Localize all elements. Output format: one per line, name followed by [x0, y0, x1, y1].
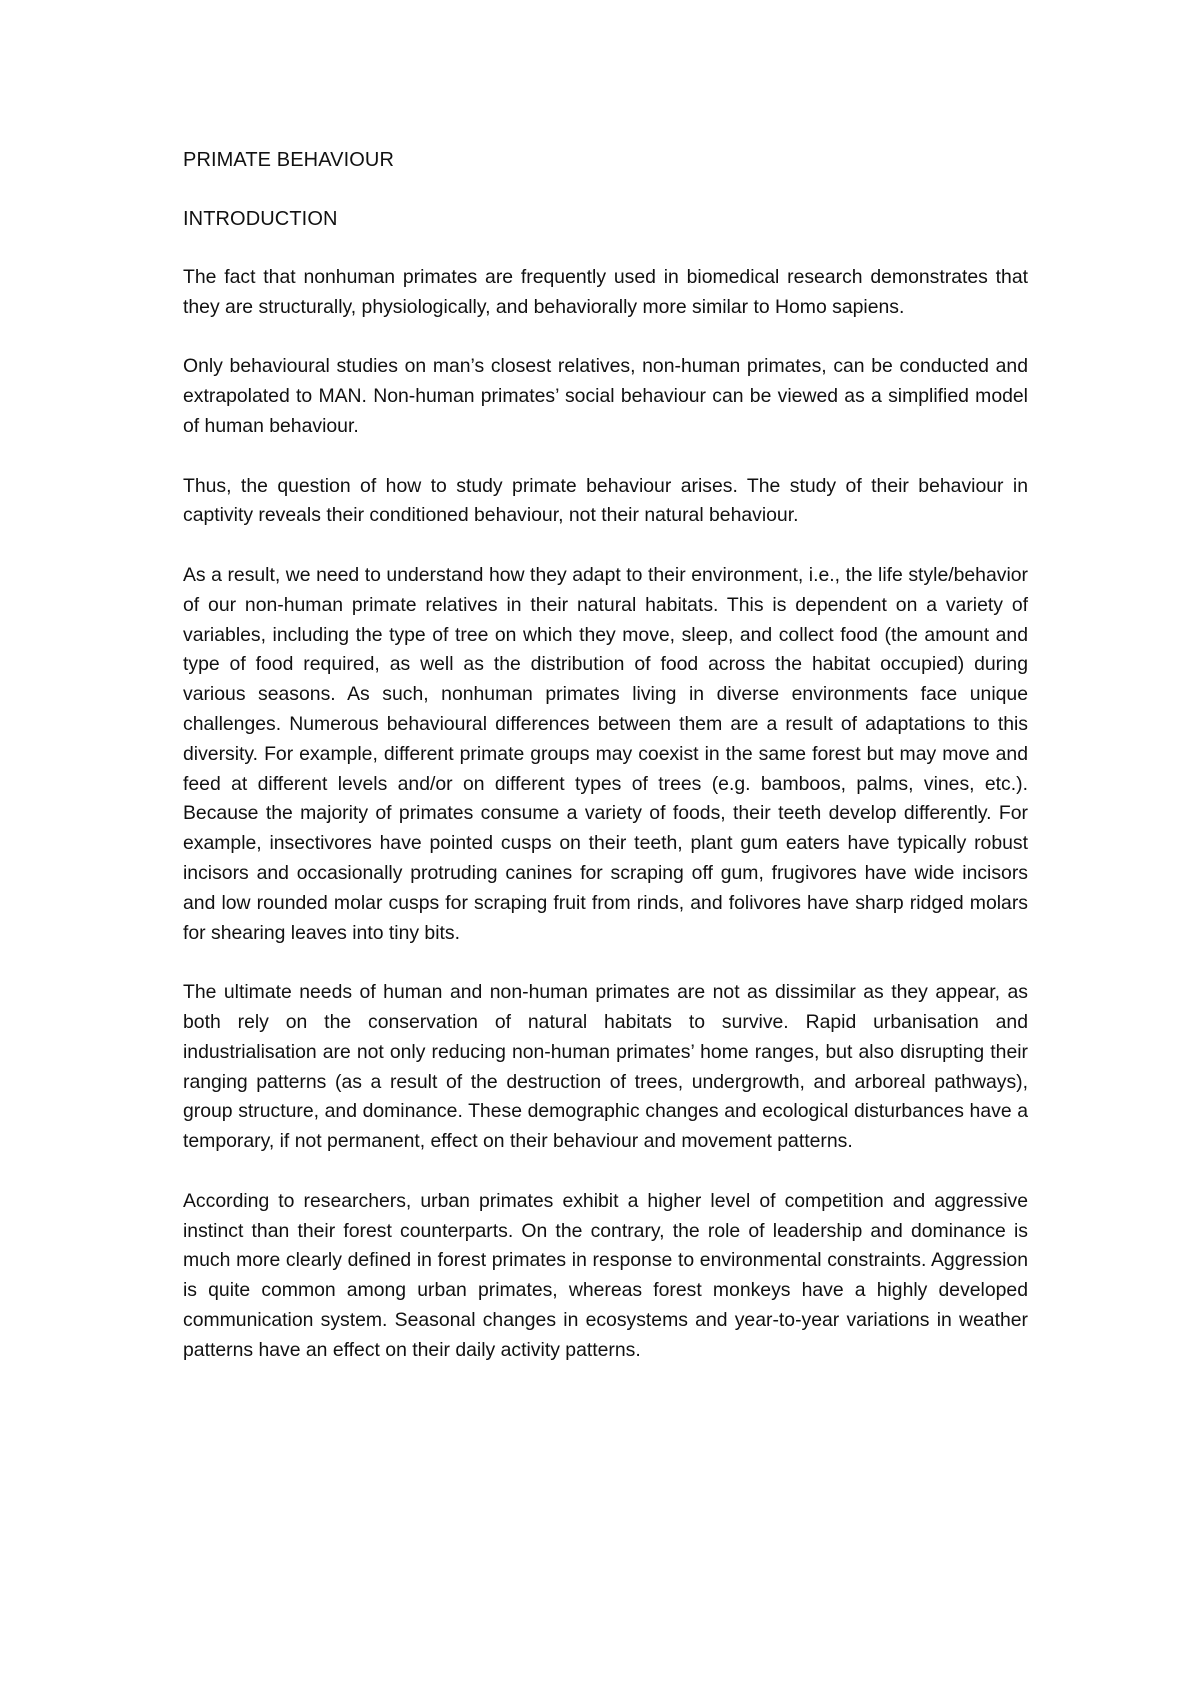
section-heading: INTRODUCTION: [183, 208, 338, 230]
paragraph: According to researchers, urban primates exhibit a higher level of competition and aggressive instinct than their forest counterparts. On the contrary, the role of leadership and dominance is much more clearly defined in forest primates in response to environmental constraints. Aggression is quite common among urban primates, whereas forest monkeys have a highly developed communication system. Seasonal changes in ecosystems and year-to-year variations in weather patterns have an effect on their daily activity patterns.: [183, 1189, 1028, 1361]
paragraph: Thus, the question of how to study primate behaviour arises. The study of their behaviour in captivity reveals their conditioned behaviour, not their natural behaviour.: [183, 474, 1028, 527]
paragraph: As a result, we need to understand how they adapt to their environment, i.e., the life style/behavior of our non-human primate relatives in their natural habitats. This is dependent on a variety of variables, including the type of tree on which they move, sleep, and collect food (the amount and type of food required, as well as the distribution of food across the habitat occupied) during various seasons. As such, nonhuman primates living in diverse environments face unique challenges. Numerous behavioural differences between them are a result of adaptations to this diversity. For example, different primate groups may coexist in the same forest but may move and feed at different levels and/or on different types of trees (e.g. bamboos, palms, vines, etc.). Because the majority of primates consume a variety of foods, their teeth develop differently. For example, insectivores have pointed cusps on their teeth, plant gum eaters have typically robust incisors and occasionally protruding canines for scraping off gum, frugivores have wide incisors and low rounded molar cusps for scraping fruit from rinds, and folivores have sharp ridged molars for shearing leaves into tiny bits.: [183, 563, 1028, 944]
document-title: PRIMATE BEHAVIOUR: [183, 149, 394, 171]
paragraph: The ultimate needs of human and non-human primates are not as dissimilar as they appear, as both rely on the conservation of natural habitats to survive. Rapid urbanisation and industrialisation are not only reducing non-human primates’ home ranges, but also disrupting their ranging patterns (as a result of the destruction of trees, undergrowth, and arboreal pathways), group structure, and dominance. These demographic changes and ecological disturbances have a temporary, if not permanent, effect on their behaviour and movement patterns.: [183, 981, 1028, 1153]
paragraph: The fact that nonhuman primates are frequently used in biomedical research demonstrates that they are structurally, physiologically, and behaviorally more similar to Homo sapiens.: [183, 266, 1028, 318]
document-body: [183, 145, 1028, 1395]
paragraph: Only behavioural studies on man’s closest relatives, non-human primates, can be conducted and extrapolated to MAN. Non-human primates’ social behaviour can be viewed as a simplified model of human behaviour.: [183, 355, 1028, 437]
